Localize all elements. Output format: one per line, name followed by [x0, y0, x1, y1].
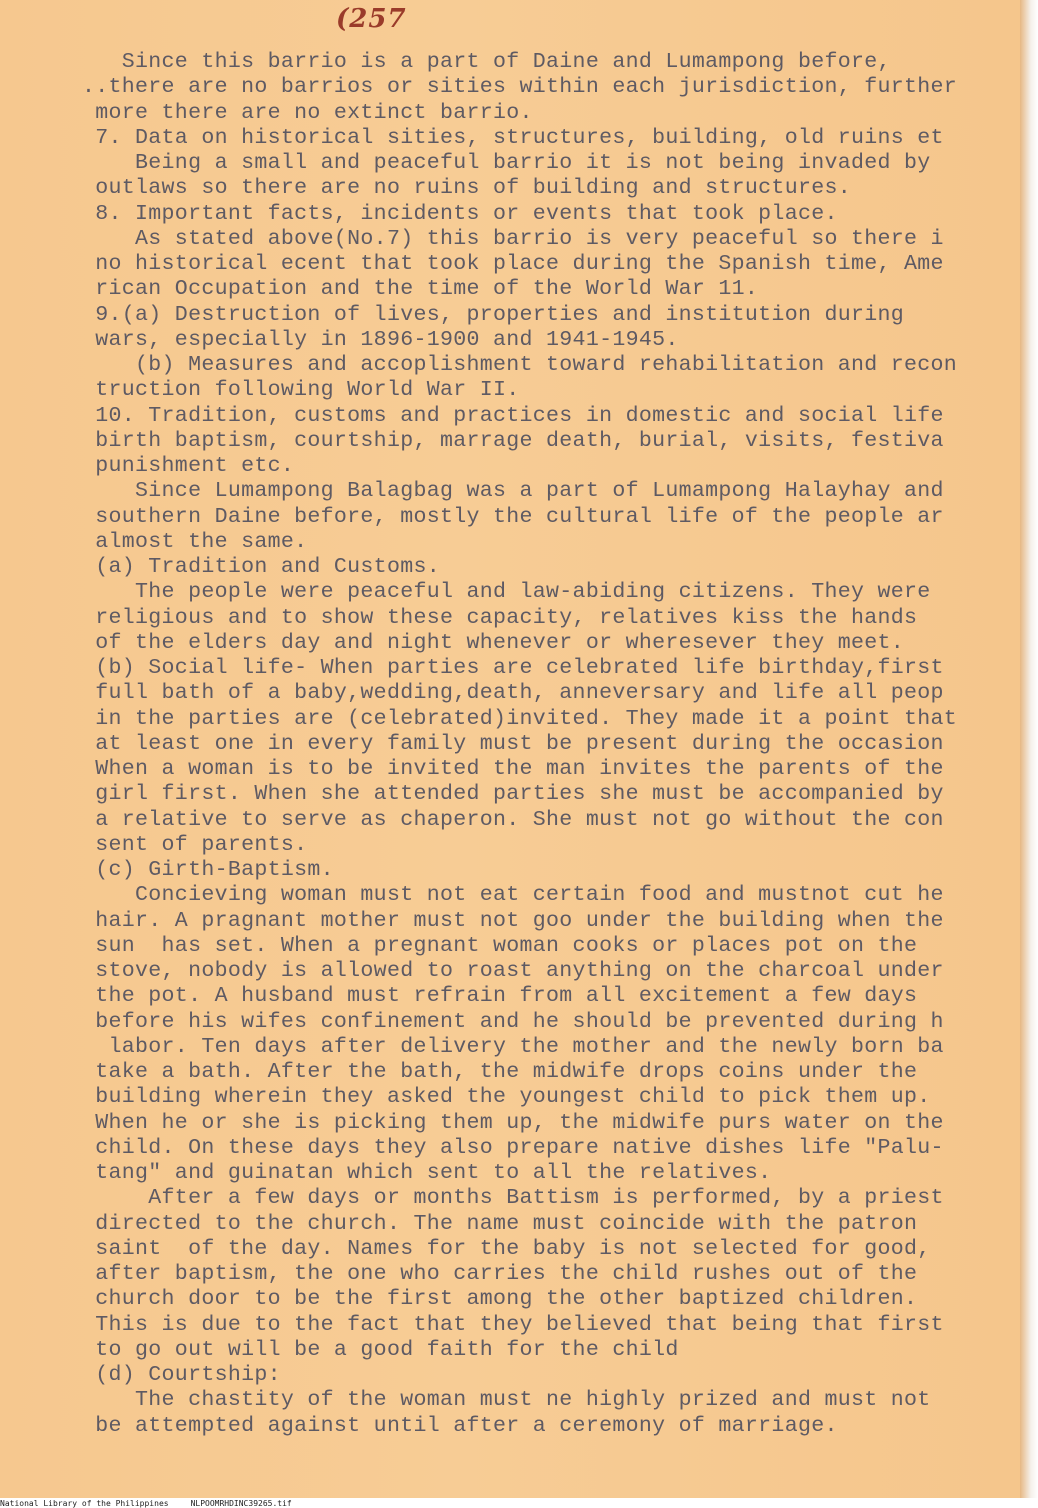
footer-library: National Library of the Philippines	[0, 1499, 169, 1508]
text-line: 10. Tradition, customs and practices in domestic and social life	[82, 403, 944, 428]
text-line: directed to the church. The name must coincide with the patron	[82, 1211, 918, 1236]
text-line: birth baptism, courtship, marrage death, burial, visits, festiva	[82, 428, 944, 453]
text-line: to go out will be a good faith for the child	[82, 1337, 679, 1362]
text-line: Concieving woman must not eat certain food and mustnot cut he	[82, 883, 944, 908]
text-line: (d) Courtship:	[82, 1363, 281, 1387]
document-body	[82, 50, 1020, 1439]
text-line: tang" and guinatan which sent to all the relatives.	[82, 1161, 772, 1185]
text-line: stove, nobody is allowed to roast anything on the charcoal under	[82, 959, 944, 983]
text-line: When he or she is picking them up, the midwife purs water on the	[82, 1110, 944, 1135]
text-line: building wherein they asked the youngest child to pick them up.	[82, 1085, 931, 1110]
text-line: full bath of a baby,wedding,death, anneversary and life all peop	[82, 681, 944, 706]
text-line: (c) Girth-Baptism.	[82, 858, 334, 882]
text-line: girl first. When she attended parties she must be accompanied by	[82, 782, 944, 807]
text-line: religious and to show these capacity, relatives kiss the hands	[82, 605, 918, 630]
text-line: Since Lumampong Balagbag was a part of Lumampong Halayhay and	[82, 479, 944, 504]
text-line: child. On these days they also prepare native dishes life "Palu-	[82, 1135, 944, 1160]
text-line: southern Daine before, mostly the cultural life of the people ar	[82, 504, 944, 529]
text-line: Being a small and peaceful barrio it is not being invaded by	[82, 151, 931, 175]
text-line: more there are no extinct barrio.	[82, 100, 533, 125]
text-line: no historical ecent that took place during the Spanish time, Ame	[82, 252, 944, 276]
scan-footer	[0, 1499, 1038, 1508]
text-line: in the parties are (celebrated)invited. They made it a point that	[82, 706, 958, 731]
text-line: after baptism, the one who carries the child rushes out of the	[82, 1262, 918, 1286]
text-line: (b) Social life- When parties are celebrated life birthday,first	[82, 656, 944, 680]
text-line: punishment etc.	[82, 454, 295, 478]
text-line: When a woman is to be invited the man invites the parents of the	[82, 757, 944, 781]
text-line: ..there are no barrios or sities within each jurisdiction, further	[82, 75, 958, 100]
text-line: As stated above(No.7) this barrio is very peaceful so there i	[82, 226, 944, 251]
text-line: sent of parents.	[82, 832, 308, 857]
text-line: be attempted against until after a ceremony of marriage.	[82, 1413, 838, 1438]
text-line: outlaws so there are no ruins of building and structures.	[82, 176, 851, 201]
text-line: take a bath. After the bath, the midwife drops coins under the	[82, 1060, 918, 1084]
text-line: of the elders day and night whenever or wheresever they meet.	[82, 630, 905, 655]
text-line: The people were peaceful and law-abiding citizens. They were	[82, 580, 931, 605]
text-line: rican Occupation and the time of the World War 11.	[82, 277, 759, 302]
text-line: the pot. A husband must refrain from all excitement a few days	[82, 984, 918, 1009]
text-line: sun has set. When a pregnant woman cooks or places pot on the	[82, 933, 918, 958]
text-line: almost the same.	[82, 529, 308, 554]
text-line: Since this barrio is a part of Daine and Lumampong before,	[82, 50, 891, 74]
text-line: 8. Important facts, incidents or events that took place.	[82, 201, 838, 226]
text-line: The chastity of the woman must ne highly prized and must not	[82, 1388, 931, 1413]
text-line: at least one in every family must be present during the occasion	[82, 731, 944, 756]
text-line: labor. Ten days after delivery the mother and the newly born ba	[82, 1034, 944, 1059]
text-line: hair. A pragnant mother must not goo under the building when the	[82, 908, 944, 933]
text-line: (a) Tradition and Customs.	[82, 555, 440, 579]
text-line: church door to be the first among the other baptized children.	[82, 1287, 918, 1312]
text-line: saint of the day. Names for the baby is not selected for good,	[82, 1236, 931, 1261]
text-line: (b) Measures and accoplishment toward rehabilitation and recon	[82, 353, 958, 377]
text-line: 9.(a) Destruction of lives, properties and institution during	[82, 302, 905, 327]
text-line: 7. Data on historical sities, structures, building, old ruins et	[82, 125, 944, 150]
text-line: After a few days or months Battism is performed, by a priest	[82, 1186, 944, 1211]
text-line: truction following World War II.	[82, 378, 520, 403]
text-line: This is due to the fact that they believed that being that first	[82, 1312, 944, 1337]
text-line: a relative to serve as chaperon. She must not go without the con	[82, 807, 944, 832]
page-number: (257	[336, 4, 407, 34]
page-edge	[1020, 0, 1038, 1498]
footer-filename: NLPOOMRHDINC39265.tif	[190, 1499, 292, 1508]
text-line: before his wifes confinement and he should be prevented during h	[82, 1009, 944, 1034]
text-line: wars, especially in 1896-1900 and 1941-1945.	[82, 327, 679, 352]
